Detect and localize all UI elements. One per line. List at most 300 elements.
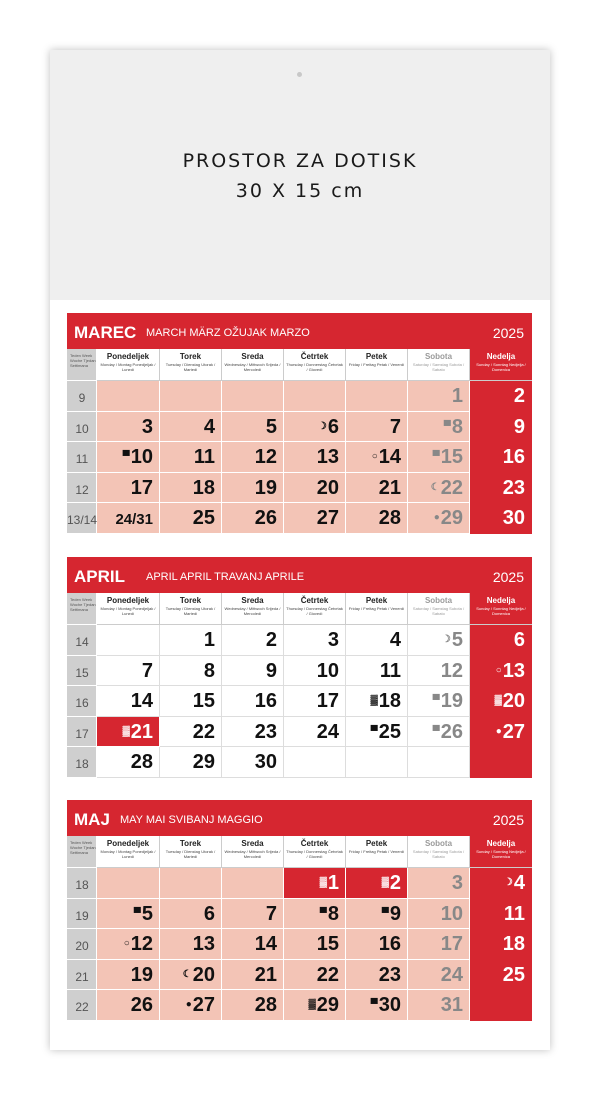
day-header-sub: Thursday / Donnerstag Četvrtak / Giovedì: [286, 606, 343, 616]
empty-day-cell: [160, 381, 222, 412]
day-number: 20: [316, 476, 339, 499]
day-cell[interactable]: [408, 656, 470, 687]
day-cell[interactable]: [222, 686, 284, 717]
day-cell[interactable]: [160, 656, 222, 687]
day-header-sub: Tuesday / Dienstag Utorak / Martedì: [165, 362, 216, 372]
day-number: 13: [316, 446, 339, 469]
day-cell[interactable]: [408, 990, 470, 1021]
day-header-sub: Thursday / Donnerstag Četvrtak / Giovedì: [286, 362, 343, 372]
day-cell[interactable]: [97, 747, 160, 778]
day-header-name: Sreda: [241, 352, 264, 361]
empty-day-cell: [284, 381, 346, 412]
day-cell[interactable]: [470, 503, 532, 534]
day-number: 22: [316, 963, 339, 986]
day-number: 7: [265, 902, 277, 925]
day-number: 10: [440, 902, 463, 925]
day-marker-icon: ▀: [370, 999, 378, 1011]
day-cell[interactable]: [160, 747, 222, 778]
day-cell[interactable]: [97, 686, 160, 717]
day-marker-icon: ▓: [308, 999, 316, 1011]
day-cell[interactable]: [346, 929, 408, 960]
day-number: 6: [327, 415, 339, 438]
day-number: 24: [440, 963, 463, 986]
month-bar: [67, 313, 532, 349]
day-cell[interactable]: [346, 473, 408, 504]
month-year: 2025: [492, 569, 524, 585]
day-marker-icon: ▓: [319, 877, 327, 888]
day-header-name: Nedelja: [486, 596, 516, 605]
day-cell[interactable]: [470, 929, 532, 960]
imprint-size: 30 X 15 cm: [235, 180, 365, 202]
day-number: 3: [327, 629, 339, 651]
day-cell[interactable]: [346, 960, 408, 991]
week-number: [67, 717, 97, 748]
day-cell[interactable]: [408, 412, 470, 443]
day-cell[interactable]: [346, 686, 408, 717]
week-number-label: 21: [75, 969, 89, 984]
day-header-name: Četrtek: [300, 839, 329, 848]
day-number: 9: [389, 902, 401, 925]
day-cell[interactable]: [346, 503, 408, 534]
day-marker-icon: ▀: [319, 907, 327, 919]
day-number: 1: [451, 385, 463, 407]
day-cell[interactable]: [222, 656, 284, 687]
day-cell[interactable]: [470, 381, 532, 412]
day-cell[interactable]: [222, 473, 284, 504]
day-header: [222, 349, 284, 381]
day-number: 15: [316, 933, 339, 956]
week-number: [67, 381, 97, 412]
month-block-april: [67, 557, 532, 779]
day-marker-icon: ☽: [441, 634, 451, 645]
day-header-sub: Tuesday / Dienstag Utorak / Martedì: [165, 849, 216, 859]
week-number: [67, 868, 97, 899]
week-number: [67, 929, 97, 960]
day-number: 17: [440, 933, 463, 956]
empty-day-cell: [97, 868, 160, 899]
imprint-title: PROSTOR ZA DOTISK: [182, 150, 418, 172]
day-number: 4: [389, 629, 401, 651]
day-number: 9: [513, 415, 525, 438]
day-header-name: Ponedeljek: [106, 352, 150, 361]
day-marker-icon: ▓: [381, 877, 389, 888]
day-marker-icon: ☾: [430, 481, 440, 493]
day-cell[interactable]: [97, 717, 160, 748]
day-cell[interactable]: [470, 899, 532, 930]
day-header: [97, 349, 160, 381]
week-number-label: 19: [75, 908, 89, 923]
week-header: Teden Week Woche Tjedan Settimana: [67, 836, 97, 868]
day-cell[interactable]: [284, 960, 346, 991]
day-cell[interactable]: [408, 717, 470, 748]
day-cell[interactable]: [284, 625, 346, 656]
empty-day-cell: [97, 381, 160, 412]
day-cell[interactable]: [97, 929, 160, 960]
day-cell[interactable]: [97, 960, 160, 991]
day-number: 7: [141, 659, 153, 682]
day-number: 25: [502, 963, 525, 986]
month-year: 2025: [492, 325, 524, 341]
day-number: 2: [265, 629, 277, 651]
day-header-sub: Tuesday / Dienstag Utorak / Martedì: [165, 606, 216, 616]
day-number: 16: [378, 933, 401, 956]
month-year: 2025: [492, 812, 524, 828]
day-cell[interactable]: [97, 442, 160, 473]
week-number: [67, 747, 97, 778]
week-number: [67, 656, 97, 687]
day-number: 23: [502, 476, 525, 499]
day-marker-icon: ▓: [122, 725, 130, 737]
week-number-label: 17: [75, 726, 89, 741]
day-number: 27: [192, 994, 215, 1017]
day-cell[interactable]: [160, 412, 222, 443]
day-cell[interactable]: [408, 929, 470, 960]
empty-day-cell: [160, 868, 222, 899]
day-number: 16: [254, 690, 277, 713]
day-header: [470, 593, 532, 625]
day-cell[interactable]: [284, 442, 346, 473]
day-header-name: Torek: [179, 839, 202, 848]
month-block-marec: [67, 313, 532, 535]
empty-day-cell: [346, 381, 408, 412]
day-cell[interactable]: [470, 473, 532, 504]
day-cell[interactable]: [408, 473, 470, 504]
day-header: [346, 349, 408, 381]
empty-day-cell: [222, 381, 284, 412]
day-cell[interactable]: [222, 442, 284, 473]
month-grid: [67, 836, 532, 1021]
empty-day-cell: [346, 747, 408, 778]
month-bar: [67, 557, 532, 593]
day-cell[interactable]: [408, 899, 470, 930]
week-number-label: 9: [78, 391, 86, 405]
day-header-sub: Friday / Freitag Petak / Venerdì: [348, 849, 405, 854]
day-number: 8: [203, 659, 215, 682]
day-marker-icon: ●: [433, 512, 440, 524]
day-number: 6: [513, 629, 525, 651]
day-number: 18: [192, 476, 215, 499]
day-header-sub: Wednesday / Mittwoch Srijeda / Mercoledì: [224, 849, 281, 859]
day-header-sub: Thursday / Donnerstag Četvrtak / Giovedì: [286, 849, 343, 859]
day-number: 25: [192, 507, 215, 530]
day-number: 3: [451, 872, 463, 894]
day-number: 28: [378, 507, 401, 530]
day-header-sub: Sunday / Sonntag Nedjelja / Domenica: [476, 849, 526, 859]
day-header-sub: Friday / Freitag Petak / Venerdì: [348, 362, 405, 367]
day-cell[interactable]: [222, 717, 284, 748]
empty-day-cell: [97, 625, 160, 656]
day-cell[interactable]: [222, 625, 284, 656]
day-cell[interactable]: [346, 442, 408, 473]
day-marker-icon: ▀: [432, 451, 440, 463]
day-number: 25: [378, 720, 401, 743]
day-number: 5: [265, 415, 277, 438]
day-header-name: Četrtek: [300, 352, 329, 361]
week-number-label: 16: [75, 696, 89, 711]
day-cell[interactable]: [284, 717, 346, 748]
day-cell[interactable]: [346, 625, 408, 656]
day-cell[interactable]: [284, 868, 346, 899]
day-cell[interactable]: [470, 686, 532, 717]
day-cell[interactable]: [97, 899, 160, 930]
week-number: [67, 686, 97, 717]
day-cell[interactable]: [470, 412, 532, 443]
day-header-sub: Friday / Freitag Petak / Venerdì: [348, 606, 405, 611]
day-cell[interactable]: [470, 717, 532, 748]
day-number: 5: [141, 902, 153, 925]
day-header-name: Sreda: [241, 596, 264, 605]
day-cell[interactable]: [160, 686, 222, 717]
day-marker-icon: ☽: [317, 420, 327, 432]
day-header: [97, 836, 160, 868]
empty-day-cell: [222, 868, 284, 899]
day-cell[interactable]: [222, 929, 284, 960]
day-header-name: Petek: [365, 839, 388, 848]
day-cell[interactable]: [160, 929, 222, 960]
day-number: 13: [502, 659, 525, 682]
day-number: 17: [316, 690, 339, 713]
day-cell[interactable]: [346, 990, 408, 1021]
day-marker-icon: ●: [495, 725, 502, 737]
day-cell[interactable]: [408, 503, 470, 534]
week-header: Teden Week Woche Tjedan Settimana: [67, 593, 97, 625]
day-cell[interactable]: [222, 412, 284, 443]
day-cell[interactable]: [470, 625, 532, 656]
day-cell[interactable]: [160, 442, 222, 473]
week-number-label: 18: [75, 878, 89, 892]
day-number: 21: [254, 963, 277, 986]
day-header-name: Torek: [179, 596, 202, 605]
day-header: [160, 836, 222, 868]
day-cell[interactable]: [408, 868, 470, 899]
week-number-label: 12: [75, 482, 89, 497]
day-marker-icon: ▀: [381, 907, 389, 919]
day-cell[interactable]: [284, 990, 346, 1021]
empty-day-cell: [284, 747, 346, 778]
day-number: 26: [254, 507, 277, 530]
day-header-name: Sreda: [241, 839, 264, 848]
day-cell[interactable]: [470, 960, 532, 991]
day-number: 21: [130, 720, 153, 743]
day-cell[interactable]: [160, 503, 222, 534]
day-number: 26: [440, 720, 463, 743]
day-header-sub: Saturday / Samstag Subota / Sabato: [412, 849, 465, 859]
day-header-name: Torek: [179, 352, 202, 361]
day-cell[interactable]: [97, 503, 160, 534]
empty-day-cell: [408, 747, 470, 778]
day-number: 4: [203, 415, 215, 438]
day-cell[interactable]: [284, 503, 346, 534]
day-cell[interactable]: [97, 473, 160, 504]
day-header-sub: Monday / Montag Ponedjeljak / Lunedì: [100, 606, 156, 616]
day-marker-icon: ●: [185, 999, 192, 1011]
day-cell[interactable]: [346, 717, 408, 748]
day-number: 29: [440, 507, 463, 530]
month-grid: [67, 349, 532, 534]
week-number: [67, 625, 97, 656]
day-header: [160, 349, 222, 381]
day-marker-icon: ▓: [370, 695, 378, 707]
day-number: 17: [130, 476, 153, 499]
week-number-label: 22: [75, 1000, 89, 1015]
day-cell[interactable]: [346, 899, 408, 930]
day-number: 26: [130, 994, 153, 1017]
day-number: 24/31: [115, 511, 153, 529]
day-number: 27: [502, 720, 525, 743]
day-cell[interactable]: [408, 442, 470, 473]
day-header: [222, 836, 284, 868]
day-number: 15: [192, 690, 215, 713]
week-number-label: 15: [75, 665, 89, 680]
day-number: 4: [513, 872, 525, 894]
hanging-hole: [297, 72, 302, 77]
day-cell[interactable]: [97, 656, 160, 687]
day-number: 20: [192, 963, 215, 986]
day-header: [284, 836, 346, 868]
day-cell[interactable]: [408, 686, 470, 717]
day-number: 9: [265, 659, 277, 682]
day-cell[interactable]: [160, 717, 222, 748]
day-marker-icon: ▀: [432, 695, 440, 707]
day-number: 30: [502, 507, 525, 530]
day-header: [222, 593, 284, 625]
day-number: 7: [389, 415, 401, 438]
month-block-maj: [67, 800, 532, 1022]
day-cell[interactable]: [284, 656, 346, 687]
day-cell[interactable]: [222, 960, 284, 991]
month-translations: APRIL APRIL TRAVANJ APRILE: [146, 571, 305, 583]
month-name: MAJ: [74, 810, 110, 829]
week-number: [67, 899, 97, 930]
day-header-name: Sobota: [424, 596, 453, 605]
day-marker-icon: ▀: [133, 907, 141, 919]
week-number-label: 13/14: [67, 513, 98, 528]
day-cell[interactable]: [160, 899, 222, 930]
empty-day-cell: [470, 747, 532, 778]
day-number: 16: [502, 446, 525, 469]
day-number: 21: [378, 476, 401, 499]
day-cell[interactable]: [470, 868, 532, 899]
day-cell[interactable]: [284, 686, 346, 717]
day-header-sub: Saturday / Samstag Subota / Sabato: [412, 606, 465, 616]
week-number-label: 20: [75, 939, 89, 954]
day-number: 28: [130, 751, 153, 774]
day-cell[interactable]: [160, 990, 222, 1021]
day-cell[interactable]: [346, 412, 408, 443]
day-header-sub: Wednesday / Mittwoch Srijeda / Mercoledì: [224, 362, 281, 372]
month-name: APRIL: [74, 567, 125, 586]
day-number: 22: [192, 720, 215, 743]
week-number-label: 14: [75, 635, 89, 649]
day-header-name: Ponedeljek: [106, 596, 150, 605]
day-number: 27: [316, 507, 339, 530]
day-header-sub: Wednesday / Mittwoch Srijeda / Mercoledì: [224, 606, 281, 616]
day-header-sub: Sunday / Sonntag Nedjelja / Domenica: [476, 362, 526, 372]
day-cell[interactable]: [284, 929, 346, 960]
day-number: 20: [502, 690, 525, 713]
day-cell[interactable]: [284, 473, 346, 504]
day-cell[interactable]: [97, 990, 160, 1021]
day-number: 14: [130, 690, 153, 713]
day-cell[interactable]: [160, 473, 222, 504]
day-marker-icon: ▓: [494, 695, 502, 707]
day-header-sub: Monday / Montag Ponedjeljak / Lunedì: [100, 362, 156, 372]
day-marker-icon: ▀: [443, 420, 451, 432]
day-cell[interactable]: [470, 656, 532, 687]
day-header: [160, 593, 222, 625]
week-number: [67, 473, 97, 504]
calendar-sheet: [50, 50, 550, 1050]
week-number-label: 18: [75, 757, 89, 772]
week-number: [67, 990, 97, 1021]
day-marker-icon: ☽: [503, 877, 513, 888]
day-cell[interactable]: [160, 625, 222, 656]
day-number: 14: [254, 933, 277, 956]
day-number: 13: [192, 933, 215, 956]
week-number: [67, 503, 97, 534]
month-grid: [67, 593, 532, 778]
day-number: 30: [378, 994, 401, 1017]
day-cell[interactable]: [284, 899, 346, 930]
day-cell[interactable]: [346, 656, 408, 687]
day-cell[interactable]: [222, 503, 284, 534]
day-number: 2: [389, 872, 401, 894]
day-number: 8: [451, 415, 463, 438]
day-number: 19: [254, 476, 277, 499]
day-number: 19: [130, 963, 153, 986]
day-header: [470, 836, 532, 868]
day-number: 11: [379, 659, 401, 682]
day-cell[interactable]: [470, 442, 532, 473]
day-cell[interactable]: [408, 625, 470, 656]
month-bar: [67, 800, 532, 836]
day-number: 12: [130, 933, 153, 956]
day-header-sub: Sunday / Sonntag Nedjelja / Domenica: [476, 606, 526, 616]
day-number: 10: [130, 446, 153, 469]
day-number: 29: [192, 751, 215, 774]
day-cell[interactable]: [346, 868, 408, 899]
day-cell[interactable]: [97, 412, 160, 443]
day-header-sub: Monday / Montag Ponedjeljak / Lunedì: [100, 849, 156, 859]
week-number: [67, 412, 97, 443]
day-number: 22: [440, 476, 463, 499]
week-number-label: 11: [75, 452, 89, 467]
day-cell[interactable]: [408, 960, 470, 991]
day-header-name: Petek: [365, 352, 388, 361]
day-header: [284, 593, 346, 625]
day-cell[interactable]: [160, 960, 222, 991]
day-cell[interactable]: [284, 412, 346, 443]
month-translations: MAY MAI SVIBANJ MAGGIO: [120, 814, 263, 826]
day-cell[interactable]: [222, 899, 284, 930]
day-cell[interactable]: [222, 747, 284, 778]
day-cell[interactable]: [222, 990, 284, 1021]
day-number: 5: [451, 629, 463, 651]
day-marker-icon: ▀: [432, 725, 440, 737]
day-header-name: Petek: [365, 596, 388, 605]
week-number-label: 10: [75, 421, 89, 436]
day-header: [408, 836, 470, 868]
day-header-name: Sobota: [424, 352, 453, 361]
day-marker-icon: ▀: [122, 451, 130, 463]
day-header: [408, 593, 470, 625]
day-marker-icon: ○: [123, 938, 130, 950]
day-cell[interactable]: [408, 381, 470, 412]
day-number: 29: [316, 994, 339, 1017]
day-header: [284, 349, 346, 381]
day-marker-icon: ○: [495, 664, 502, 676]
imprint-area: [50, 50, 550, 300]
